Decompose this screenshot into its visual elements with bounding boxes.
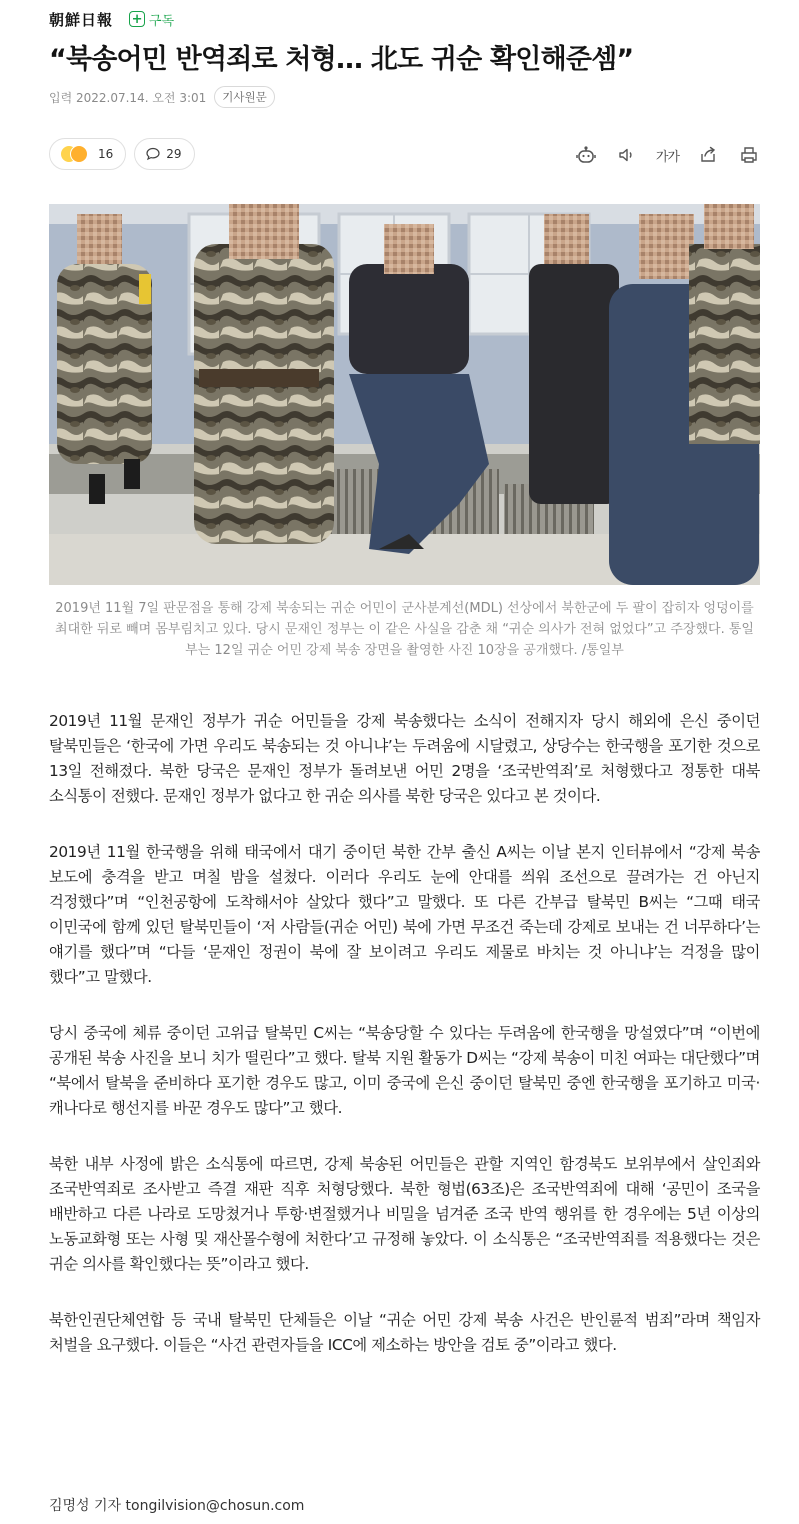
plus-icon: + xyxy=(129,11,145,27)
article-dateline xyxy=(49,86,275,108)
article-body xyxy=(49,709,760,1389)
robot-summary-icon[interactable] xyxy=(574,143,598,167)
photo-caption: 2019년 11월 7일 판문점을 통해 강제 북송되는 귀순 어민이 군사분계선(MDL) 선상에서 북한군에 두 팔이 잡히자 엉덩이를 최대한 뒤로 빼며 몸부림치고 있다. 당시 문재인 정부는 이 같은 사실을 감춘 채 “귀순 의사가 전혀 없었다”고 주장했다. 통일부는 12일 귀순 어민 강제 북송 장면을 촬영한 사진 10장을 공개했다. /통일부 xyxy=(55,601,754,658)
article-paragraph: 2019년 11월 한국행을 위해 태국에서 대기 중이던 북한 간부 출신 A씨는 이날 본지 인터뷰에서 “강제 북송 보도에 충격을 받고 며칠 밤을 설쳤다. 이러다 우리도 눈에 안대를 씌워 조선으로 끌려가는 건 아닌지 걱정했다”며 “인천공항에 도착해서야 살았다 했다”고 말했다. 또 다른 간부급 탈북민 B씨는 “그때 태국 이민국에 함께 있던 탈북민들이 ‘저 사람들(귀순 어민) 북에 가면 무조건 죽는데 강제로 보내는 건 너무하다’는 얘기를 했다”며 “다들 ‘문재인 정권이 북에 잘 보이려고 우리도 제물로 바치는 것 아니냐’는 걱정을 많이 했다”고 말했다. xyxy=(49,843,760,986)
reporter-byline: 김명성 기자 tongilvision@chosun.com xyxy=(49,1498,305,1514)
article-toolbar xyxy=(557,143,761,167)
comment-count: 29 xyxy=(166,147,182,161)
speech-bubble-icon xyxy=(145,146,161,162)
article-paragraph: 당시 중국에 체류 중이던 고위급 탈북민 C씨는 “북송당할 수 있다는 두려움에 한국행을 망설였다”며 “이번에 공개된 북송 사진을 보니 치가 떨린다”고 했다. 탈북 지원 활동가 D씨는 “강제 북송이 미친 여파는 대단했다”며 “북에서 탈북을 준비하다 포기한 경우도 많고, 이미 중국에 은신 중이던 탈북민 중엔 한국행을 포기하고 미국·캐나다로 행선지를 바꾼 경우도 많다”고 했다. xyxy=(49,1024,760,1117)
reaction-count: 16 xyxy=(98,147,114,161)
subscribe-label: 구독 xyxy=(149,13,175,29)
comment-button[interactable] xyxy=(134,138,194,170)
share-icon[interactable] xyxy=(696,143,720,167)
reaction-bar xyxy=(49,138,203,170)
emoji-reaction-icon xyxy=(60,145,90,163)
article-paragraph: 2019년 11월 문재인 정부가 귀순 어민들을 강제 북송했다는 소식이 전해지자 당시 해외에 은신 중이던 탈북민들은 ‘한국에 가면 우리도 북송되는 것 아니냐’는 두려움에 시달렸고, 상당수는 한국행을 포기한 것으로 13일 전해졌다. 북한 당국은 문재인 정부가 돌려보낸 어민 2명을 ‘조국반역죄’로 처형했다고 정통한 대북 소식통이 전했다. 문재인 정부가 없다고 한 귀순 의사를 북한 당국은 있다고 본 것이다. xyxy=(49,712,760,805)
reaction-button[interactable] xyxy=(49,138,126,170)
article-photo xyxy=(49,204,760,585)
font-size-button[interactable] xyxy=(656,143,679,167)
article-header xyxy=(49,8,174,30)
article-paragraph: 북한 내부 사정에 밝은 소식통에 따르면, 강제 북송된 어민들은 관할 지역인 함경북도 보위부에서 살인죄와 조국반역죄로 조사받고 즉결 재판 직후 처형당했다. 북한 형법(63조)은 조국반역죄에 대해 ‘공민이 조국을 배반하고 다른 나라로 도망쳤거나 투항·변절했거나 비밀을 넘겨준 조국 반역 행위를 한 경우에는 5년 이상의 노동교화형 또는 사형 및 재산몰수형에 처한다’고 규정해 놓았다. 이 소식통은 “조국반역죄를 적용했다는 것은 귀순 의사를 확인했다는 뜻”이라고 했다. xyxy=(49,1155,760,1273)
font-size-label: 가가 xyxy=(655,149,679,165)
speaker-icon[interactable] xyxy=(615,143,639,167)
article-title: “북송어민 반역죄로 처형… 北도 귀순 확인해준셈” xyxy=(49,44,634,75)
publish-date: 입력 2022.07.14. 오전 3:01 xyxy=(49,90,207,105)
subscribe-button[interactable] xyxy=(129,10,174,29)
press-logo[interactable]: 朝鮮日報 xyxy=(49,10,114,29)
print-icon[interactable] xyxy=(737,143,761,167)
original-article-button[interactable]: 기사원문 xyxy=(214,86,274,108)
article-paragraph: 북한인권단체연합 등 국내 탈북민 단체들은 이날 “귀순 어민 강제 북송 사건은 반인륜적 범죄”라며 책임자 처벌을 요구했다. 이들은 “사건 관련자들을 ICC에 제소하는 방안을 검토 중”이라고 했다. xyxy=(49,1311,760,1354)
